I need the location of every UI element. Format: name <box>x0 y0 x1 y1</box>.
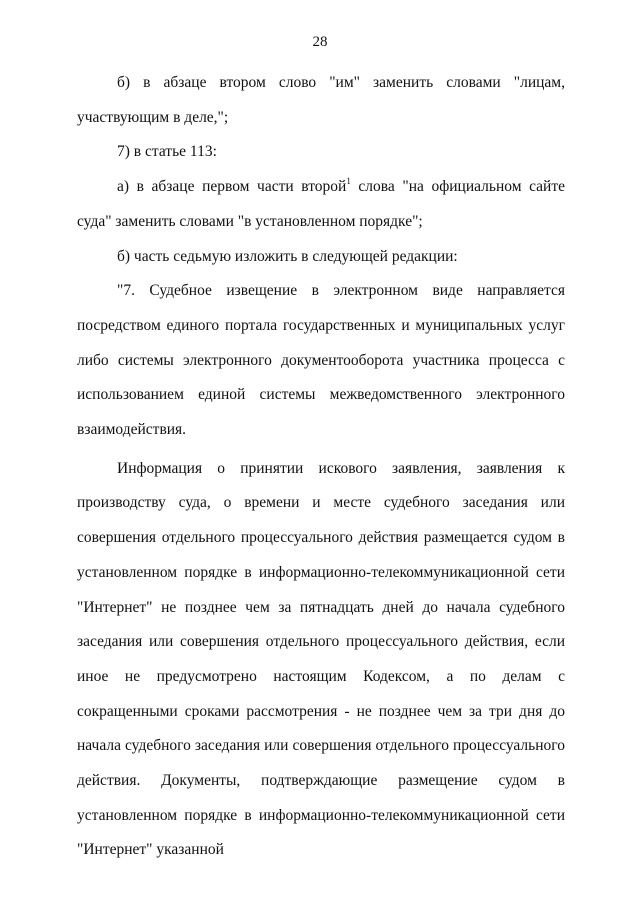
paragraph-3 <box>77 170 565 239</box>
paragraph-4: б) часть седьмую изложить в следующей редакции: <box>117 247 458 265</box>
paragraph-6: Информация о принятии искового заявления, заявления к производству суда, о времени и месте судебного заседания или совершения отдельного процессуального действия размещается судом в установленном порядке в информационно-телекоммуникационной сети "Интернет" не позднее чем за пятнадцать дней до начала судебного заседания или совершения отдельного процессуального действия, если иное не предусмотрено настоящим Кодексом, а по делам с сокращенными сроками рассмотрения - не позднее чем за три дня до начала судебного заседания или совершения отдельного процессуального действия. Документы, подтверждающие размещение судом в установленном порядке в информационно-телекоммуникационной сети "Интернет" указанной <box>77 459 565 859</box>
page-number: 28 <box>312 34 328 50</box>
paragraph-3-text-end: слова "на официальном сайте суда" заменить словами "в установленном порядке"; <box>77 178 565 230</box>
paragraph-3-text-start: а) в абзаце первом части второй <box>117 178 347 196</box>
document-body <box>77 66 565 868</box>
paragraph-5: "7. Судебное извещение в электронном виде направляется посредством единого портала государственных и муниципальных услуг либо системы электронного документооборота участника процесса с использованием единой системы межведомственного электронного взаимодействия. <box>77 282 565 439</box>
superscript-marker: 1 <box>346 175 351 186</box>
paragraph-1: б) в абзаце втором слово "им" заменить словами "лицам, участвующим в деле,"; <box>77 74 565 126</box>
paragraph-2: 7) в статье 113: <box>117 143 217 161</box>
